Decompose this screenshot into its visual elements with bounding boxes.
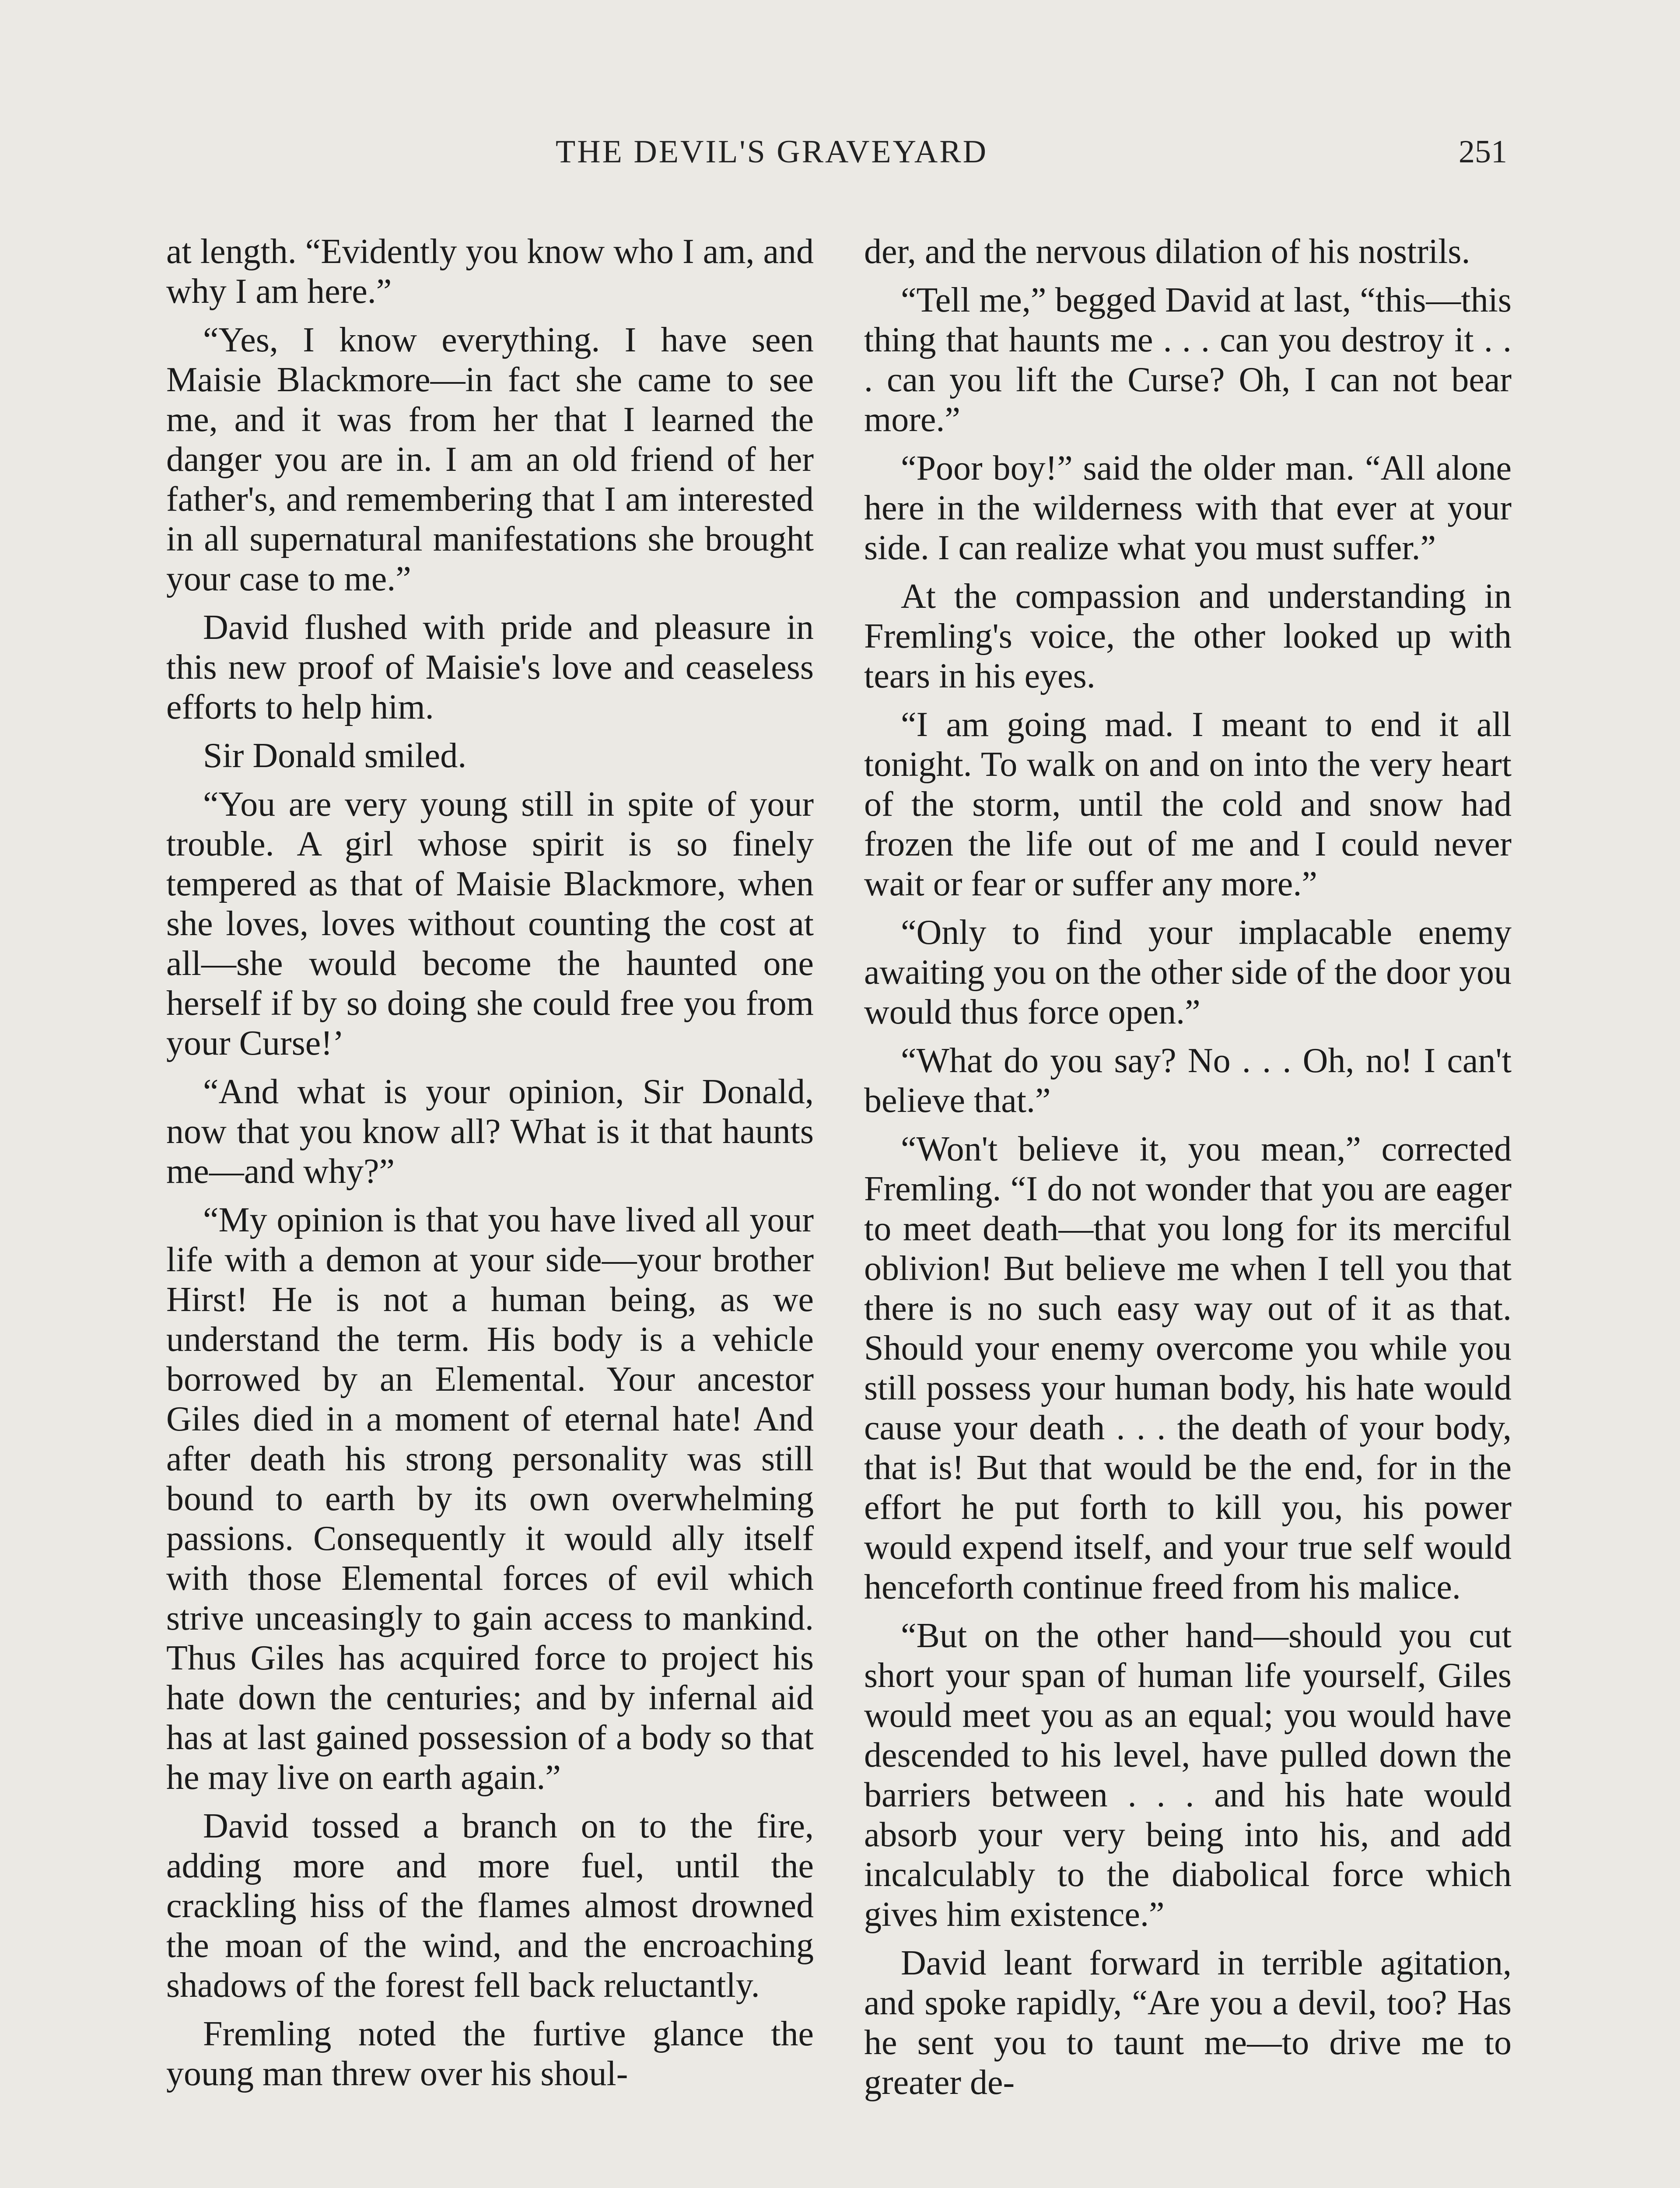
paragraph: at length. “Evidently you know who I am, and why I am here.” (166, 232, 814, 311)
paragraph: “What do you say? No . . . Oh, no! I can't believe that.” (864, 1041, 1512, 1120)
paragraph: “My opinion is that you have lived all your life with a demon at your side—your brother Hirst! He is not a human being, as we understand the term. His body is a vehicle borrowed by an Elemental. Your ancestor Giles died in a moment of eternal hate! And after death his strong personality was still bound to earth by its own overwhelming passions. Consequently it would ally itself with those Elemental forces of evil which strive unceasingly to gain access to mankind. Thus Giles has acquired force to project his hate down the centuries; and by infernal aid has at last gained possession of a body so that he may live on earth again.” (166, 1201, 814, 1797)
paragraph: “Tell me,” begged David at last, “this—this thing that haunts me . . . can you destroy it . . . can you lift the Curse? Oh, I can not bear more.” (864, 281, 1512, 439)
paragraph: “Yes, I know everything. I have seen Maisie Blackmore—in fact she came to see me, and it was from her that I learned the danger you are in. I am an old friend of her father's, and remembering that I am interested in all supernatural manifestations she brought your case to me.” (166, 321, 814, 598)
right-column (864, 232, 1512, 2111)
paragraph: “Only to find your implacable enemy awaiting you on the other side of the door you would thus force open.” (864, 913, 1512, 1031)
paragraph: “You are very young still in spite of your trouble. A girl whose spirit is so finely tempered as that of Maisie Blackmore, when she loves, loves without counting the cost at all—she would become the haunted one herself if by so doing she could free you from your Curse!’ (166, 785, 814, 1062)
paragraph: “I am going mad. I meant to end it all tonight. To walk on and on into the very heart of the storm, until the cold and snow had frozen the life out of me and I could never wait or fear or suffer any more.” (864, 705, 1512, 903)
running-title: THE DEVIL'S GRAVEYARD (556, 134, 988, 170)
left-column (166, 232, 814, 2103)
paragraph: “But on the other hand—should you cut short your span of human life yourself, Giles would meet you as an equal; you would have descended to his level, have pulled down the barriers between . . . and his hate would absorb your very being into his, and add incalculably to the diabolical force which gives him existence.” (864, 1616, 1512, 1934)
page-number: 251 (1459, 134, 1507, 170)
paragraph: Sir Donald smiled. (203, 736, 467, 775)
paragraph: David flushed with pride and pleasure in this new proof of Maisie's love and ceaseless efforts to help him. (166, 608, 814, 726)
paragraph: Fremling noted the furtive glance the young man threw over his shoul- (166, 2015, 814, 2093)
paragraph: David tossed a branch on to the fire, adding more and more fuel, until the crackling hiss of the flames almost drowned the moan of the wind, and the encroaching shadows of the forest fell back reluctantly. (166, 1807, 814, 2005)
paragraph: David leant forward in terrible agitation, and spoke rapidly, “Are you a devil, too? Has he sent you to taunt me—to drive me to greater de- (864, 1944, 1512, 2102)
paragraph: der, and the nervous dilation of his nostrils. (864, 232, 1470, 271)
paragraph: At the compassion and understanding in Fremling's voice, the other looked up with tears in his eyes. (864, 577, 1512, 695)
paragraph: “Won't believe it, you mean,” corrected Fremling. “I do not wonder that you are eager to meet death—that you long for its merciful oblivion! But believe me when I tell you that there is no such easy way out of it as that. Should your enemy overcome you while you still possess your human body, his hate would cause your death . . . the death of your body, that is! But that would be the end, for in the effort he put forth to kill you, his power would expend itself, and your true self would henceforth continue freed from his malice. (864, 1130, 1512, 1606)
paragraph: “Poor boy!” said the older man. “All alone here in the wilderness with that ever at your side. I can realize what you must suffer.” (864, 449, 1512, 567)
paragraph: “And what is your opinion, Sir Donald, now that you know all? What is it that haunts me—and why?” (166, 1073, 814, 1191)
